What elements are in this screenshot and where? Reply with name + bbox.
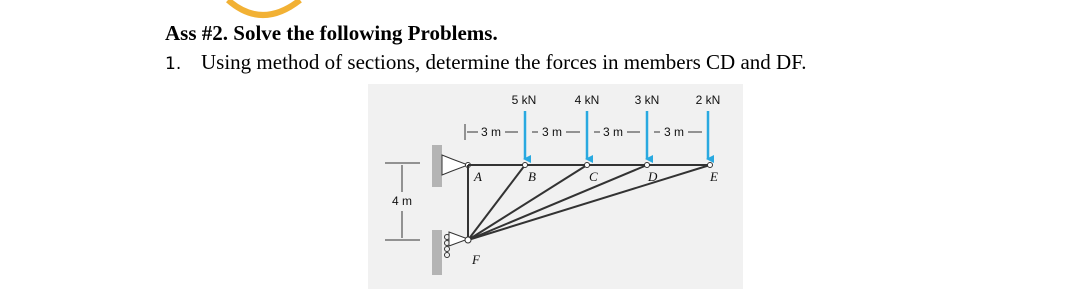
joint-e: [708, 163, 713, 168]
load-label-d: 3 kN: [634, 93, 660, 107]
load-label-e: 2 kN: [695, 93, 721, 107]
joint-label-a: A: [474, 169, 482, 184]
figure-background: [368, 84, 743, 289]
joint-label-b: B: [528, 169, 536, 184]
joint-f: [465, 237, 471, 243]
joint-d: [645, 163, 650, 168]
joint-label-d: D: [648, 169, 658, 184]
joint-label-e: E: [710, 169, 718, 184]
joint-label-f: F: [472, 252, 480, 267]
wall-support-top: [432, 145, 442, 187]
problem-text: Using method of sections, determine the forces in members CD and DF.: [201, 50, 807, 74]
problem-number: 1.: [165, 54, 182, 74]
dimension-label-ab: 3 m: [480, 125, 502, 139]
dimension-label-de: 3 m: [663, 125, 685, 139]
load-label-c: 4 kN: [574, 93, 600, 107]
dimension-label-bc: 3 m: [541, 125, 563, 139]
joint-label-c: C: [589, 169, 598, 184]
joint-c: [585, 163, 590, 168]
dimension-label-cd: 3 m: [602, 125, 624, 139]
dimension-label-height: 4 m: [391, 194, 413, 208]
wall-support-bottom: [432, 230, 442, 275]
assignment-heading: Ass #2. Solve the following Problems.: [165, 21, 498, 45]
joint-b: [523, 163, 528, 168]
load-label-b: 5 kN: [511, 93, 537, 107]
